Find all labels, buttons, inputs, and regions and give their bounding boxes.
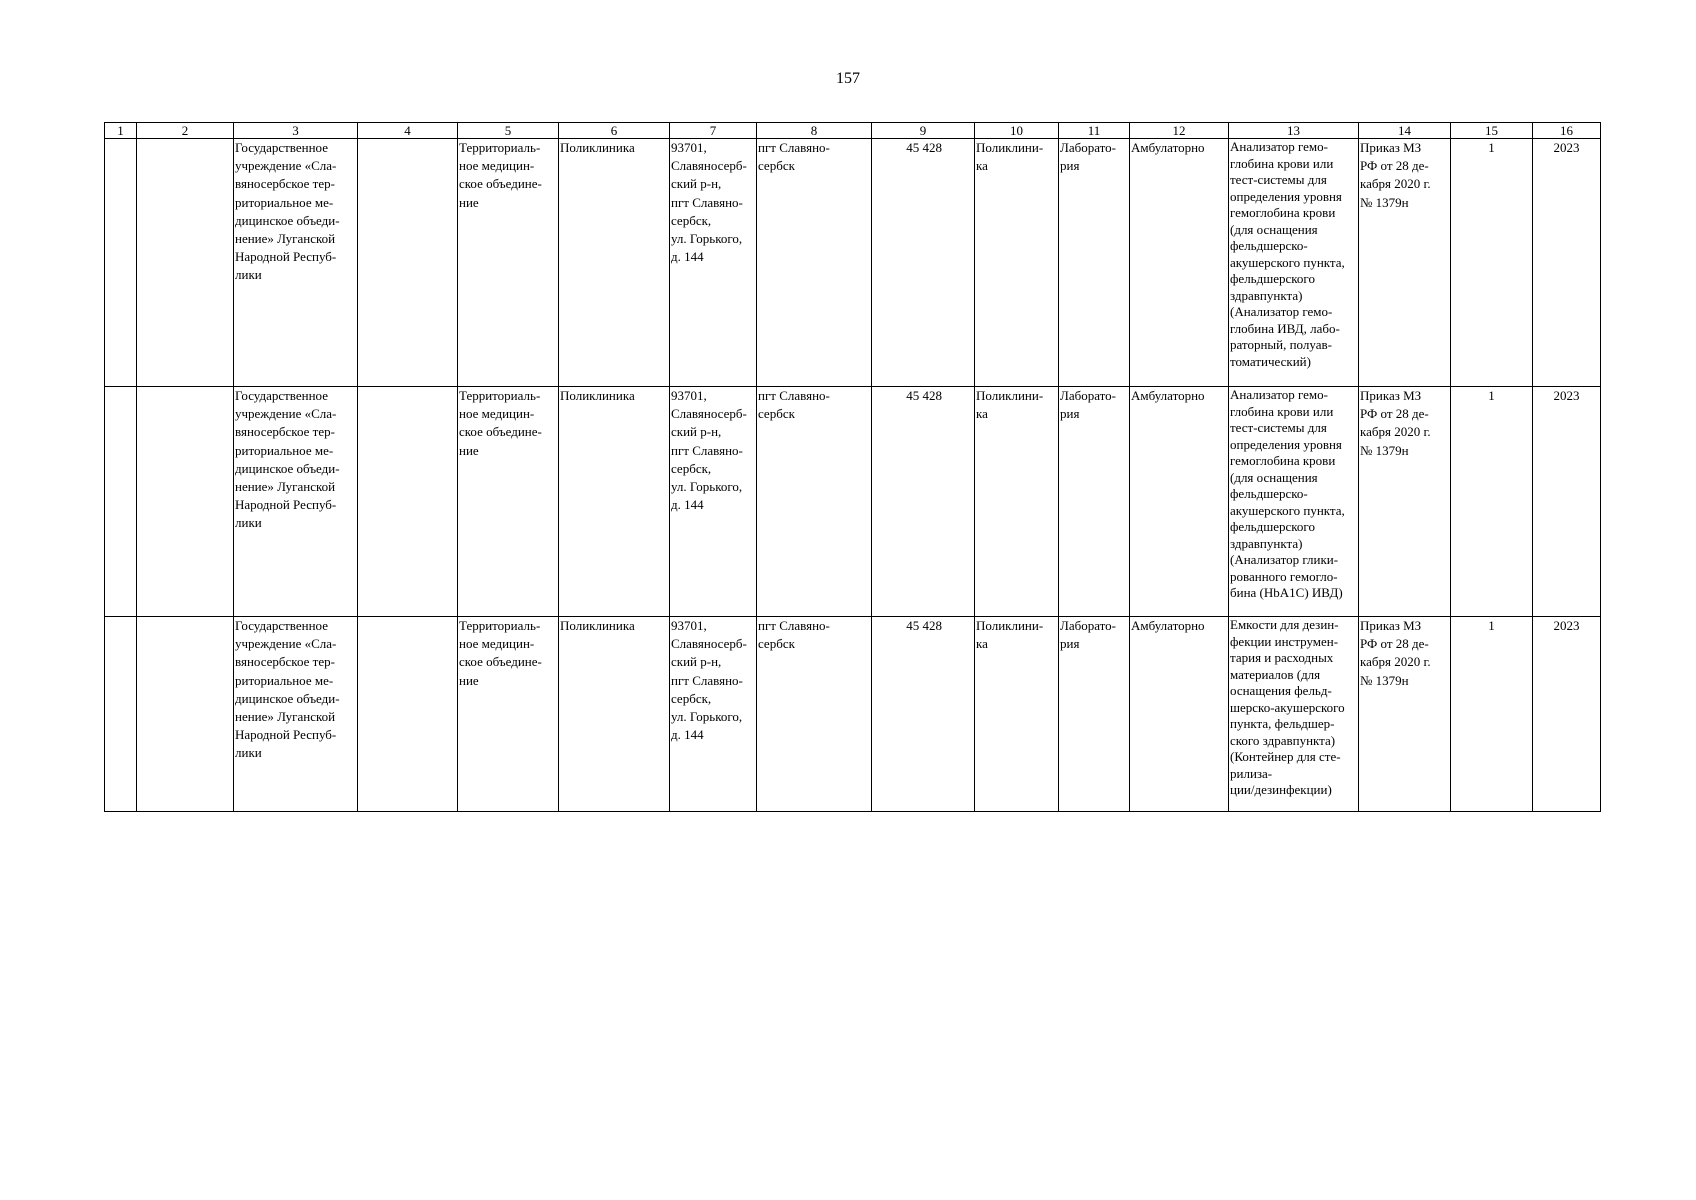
cell-care-form: Амбулаторно [1130, 387, 1229, 617]
cell-population: 45 428 [872, 139, 975, 387]
cell-address: 93701, Славяносерб- ский р-н, пгт Славяно- сербск, ул. Горького, д. 144 [670, 617, 757, 812]
cell-locality: пгт Славяно- сербск [757, 139, 872, 387]
cell-col2 [137, 387, 234, 617]
column-header: 16 [1533, 123, 1601, 139]
column-header: 1 [105, 123, 137, 139]
cell-equipment: Анализатор гемо- глобина крови или тест-системы для определения уровня гемоглобина крови (для оснащения фельдшерско- акушерского пункта, фельдшерского здравпункта) (Анализатор гемо- глобина ИВД, лабо- раторный, полуав- томатический) [1229, 139, 1359, 387]
cell-subdivision: Лаборато- рия [1059, 139, 1130, 387]
cell-unit-type: Поликлиника [559, 139, 670, 387]
column-header: 9 [872, 123, 975, 139]
column-header: 13 [1229, 123, 1359, 139]
cell-col4 [358, 617, 458, 812]
cell-equipment: Емкости для дезин- фекции инструмен- тария и расходных материалов (для оснащения фельд- шерско-акушерского пункта, фельдшер- ского здравпункта) (Контейнер для сте- рилиза- ции/дезинфекции) [1229, 617, 1359, 812]
cell-care-form: Амбулаторно [1130, 139, 1229, 387]
cell-number [105, 387, 137, 617]
cell-col4 [358, 387, 458, 617]
cell-org-type: Территориаль- ное медицин- ское объедине- ние [458, 387, 559, 617]
cell-subdivision: Лаборато- рия [1059, 617, 1130, 812]
cell-col2 [137, 139, 234, 387]
table-row [105, 387, 1601, 617]
column-header: 6 [559, 123, 670, 139]
page-number: 157 [836, 70, 860, 87]
cell-locality: пгт Славяно- сербск [757, 617, 872, 812]
cell-department: Поликлини- ка [975, 617, 1059, 812]
cell-institution: Государственное учреждение «Сла- вяносербское тер- риториальное ме- дицинское объеди- нение» Луганской Народной Респуб- лики [234, 617, 358, 812]
cell-col2 [137, 617, 234, 812]
column-header: 3 [234, 123, 358, 139]
cell-quantity: 1 [1451, 387, 1533, 617]
table-row [105, 139, 1601, 387]
column-header: 11 [1059, 123, 1130, 139]
cell-department: Поликлини- ка [975, 139, 1059, 387]
column-header: 8 [757, 123, 872, 139]
cell-population: 45 428 [872, 617, 975, 812]
cell-year: 2023 [1533, 387, 1601, 617]
table-row [105, 617, 1601, 812]
column-header: 7 [670, 123, 757, 139]
cell-institution: Государственное учреждение «Сла- вяносербское тер- риториальное ме- дицинское объеди- нение» Луганской Народной Респуб- лики [234, 387, 358, 617]
header-row [105, 123, 1601, 139]
column-header: 12 [1130, 123, 1229, 139]
column-header: 15 [1451, 123, 1533, 139]
cell-locality: пгт Славяно- сербск [757, 387, 872, 617]
cell-order: Приказ МЗ РФ от 28 де- кабря 2020 г. № 1379н [1359, 139, 1451, 387]
cell-org-type: Территориаль- ное медицин- ское объедине- ние [458, 617, 559, 812]
column-header: 14 [1359, 123, 1451, 139]
column-header: 2 [137, 123, 234, 139]
column-header: 4 [358, 123, 458, 139]
cell-population: 45 428 [872, 387, 975, 617]
cell-org-type: Территориаль- ное медицин- ское объедине- ние [458, 139, 559, 387]
cell-subdivision: Лаборато- рия [1059, 387, 1130, 617]
cell-institution: Государственное учреждение «Сла- вяносербское тер- риториальное ме- дицинское объеди- нение» Луганской Народной Респуб- лики [234, 139, 358, 387]
cell-order: Приказ МЗ РФ от 28 де- кабря 2020 г. № 1379н [1359, 387, 1451, 617]
cell-address: 93701, Славяносерб- ский р-н, пгт Славяно- сербск, ул. Горького, д. 144 [670, 387, 757, 617]
cell-equipment: Анализатор гемо- глобина крови или тест-системы для определения уровня гемоглобина крови (для оснащения фельдшерско- акушерского пункта, фельдшерского здравпункта) (Анализатор глики- рованного гемогло- бина (HbA1C) ИВД) [1229, 387, 1359, 617]
cell-col4 [358, 139, 458, 387]
column-header: 10 [975, 123, 1059, 139]
cell-year: 2023 [1533, 617, 1601, 812]
equipment-table [104, 122, 1601, 812]
cell-unit-type: Поликлиника [559, 617, 670, 812]
cell-address: 93701, Славяносерб- ский р-н, пгт Славяно- сербск, ул. Горького, д. 144 [670, 139, 757, 387]
cell-order: Приказ МЗ РФ от 28 де- кабря 2020 г. № 1379н [1359, 617, 1451, 812]
cell-quantity: 1 [1451, 139, 1533, 387]
cell-number [105, 617, 137, 812]
cell-department: Поликлини- ка [975, 387, 1059, 617]
column-header: 5 [458, 123, 559, 139]
cell-unit-type: Поликлиника [559, 387, 670, 617]
cell-quantity: 1 [1451, 617, 1533, 812]
cell-number [105, 139, 137, 387]
cell-year: 2023 [1533, 139, 1601, 387]
cell-care-form: Амбулаторно [1130, 617, 1229, 812]
